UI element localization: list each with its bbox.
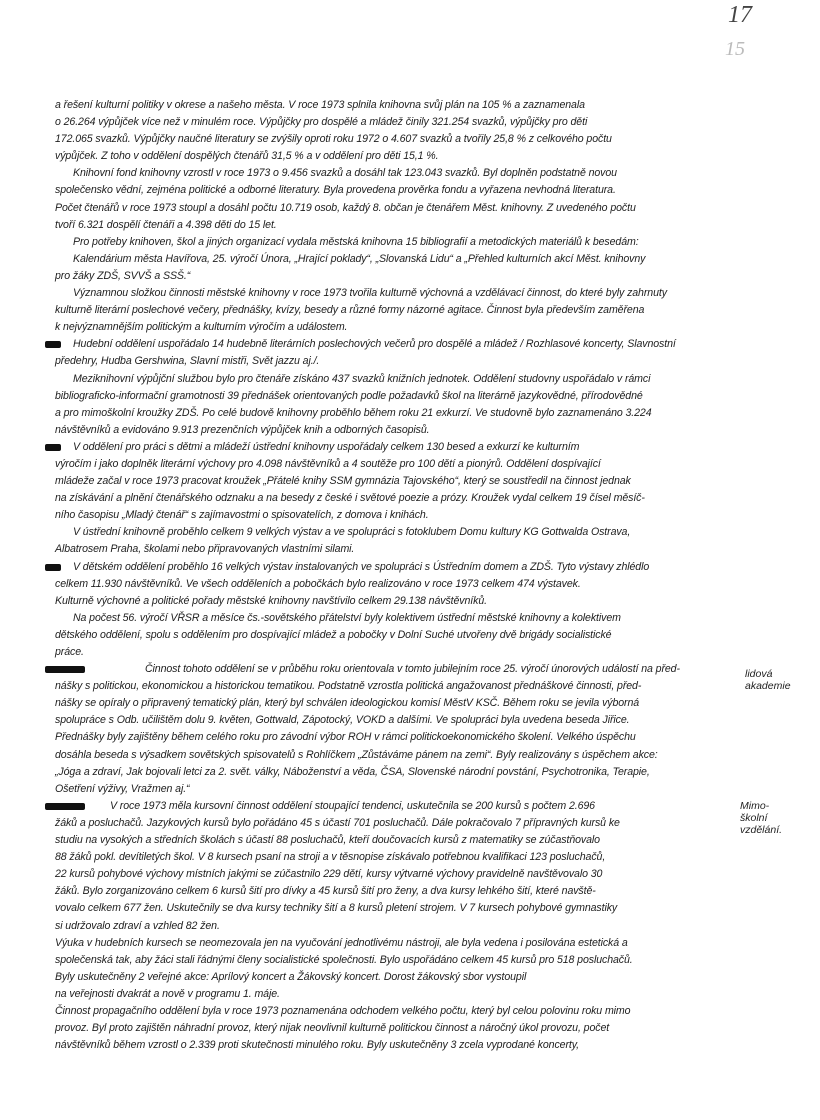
text-line: společenská tak, aby žáci stali řádnými členy socialistické společnosti. Bylo uspořádáno celkem 45 kursů pro 518 posluchačů. <box>55 953 633 966</box>
margin-note-lidova-akademie: lidová akademie <box>745 668 791 692</box>
text-line <box>55 661 745 678</box>
text-line: dosáhla beseda s výsadkem sovětských spisovatelů s Rohlíčkem „Zůstáváme pánem na zemi“. Byly realizovány s úspěchem akce: <box>55 748 658 761</box>
text-line-content: V roce 1973 měla kursovní činnost oddělení stoupající tendenci, uskutečnila se 200 kursů s počtem 2.696 <box>110 799 595 812</box>
text-line: výpůjček. Z toho v oddělení dospělých čtenářů 31,5 % a v oddělení pro děti 15,1 %. <box>55 150 439 163</box>
page-number: 17 <box>728 2 752 28</box>
text-line <box>55 336 745 353</box>
text-line-content: V dětském oddělení proběhlo 16 velkých výstav instalovaných ve spolupráci s Ústředním domem a ZDŠ. Tyto výstavy zhlédlo <box>73 560 650 573</box>
redaction-mark <box>45 564 61 571</box>
text-line: studiu na vysokých a středních školách s účastí 88 posluchačů, kteří doučovacích kursů z matematiky se zúčastňovalo <box>55 834 600 847</box>
text-line-content: V oddělení pro práci s dětmi a mládeží ústřední knihovny uspořádaly celkem 130 besed a exkurzí ke kulturním <box>73 440 580 453</box>
redaction-mark <box>45 341 61 348</box>
text-line: Meziknihovní výpůjční službou bylo pro čtenáře získáno 437 svazků knižních jednotek. Oddělení studovny uspořádalo v rámci <box>73 372 651 385</box>
text-line: Byly uskutečněny 2 veřejné akce: Aprílový koncert a Žákovský koncert. Dorost žákovský sbor vystoupil <box>55 970 527 983</box>
text-line: o 26.264 výpůjček více než v minulém roce. Výpůjčky pro dospělé a mládež činily 321.254 svazků, výpůjčky pro děti <box>55 116 588 129</box>
text-line: předehry, Hudba Gershwina, Slavní mistři, Svět jazzu aj./. <box>55 355 320 368</box>
text-line: Na počest 56. výročí VŘSR a měsíce čs.-sovětského přátelství byly kolektivem ústřední městské knihovny a kolektivem <box>73 611 621 624</box>
text-line: mládeže začal v roce 1973 pracovat kroužek „Přátelé knihy SSM gymnázia Tajovského“, který se soustředil na činnost jednak <box>55 475 631 488</box>
text-line: a pro mimoškolní kroužky ZDŠ. Po celé budově knihovny proběhlo během roku 21 exkurzí. Ve studovně bylo zaznamenáno 3.224 <box>55 406 652 419</box>
text-line: „Jóga a zdraví, Jak bojovali letci za 2. svět. války, Náboženství a věda, ČSA, Slovenské národní povstání, Psychotronika, Terapie, <box>55 765 650 778</box>
text-line: Albatrosem Praha, školami nebo připravovaných vlastními silami. <box>55 543 355 556</box>
text-line: návštěvníků během vzrostl o 2.339 proti skutečnosti minulého roku. Byly uskutečněny 3 zcela vyprodané koncerty, <box>55 1039 579 1052</box>
text-line: celkem 11.930 návštěvníků. Ve všech odděleních a pobočkách bylo realizováno v roce 1973 celkem 474 výstavek. <box>55 577 581 590</box>
text-line: 88 žáků pokl. devítiletých škol. V 8 kursech psaní na stroji a v těsnopise získávalo potřebnou kvalifikaci 123 posluchačů, <box>55 851 606 864</box>
text-line: Knihovní fond knihovny vzrostl v roce 1973 o 9.456 svazků a dosáhl tak 123.043 svazků. Byl doplněn podstatně novou <box>73 167 617 180</box>
text-line: na získávání a plnění čtenářského odznaku a na besedy z české i světové poezie a prózy. Kroužek vydal celkem 19 čísel měsíč- <box>55 492 645 505</box>
text-line: tvoří 6.321 dospělí čtenáři a 4.398 děti do 15 let. <box>55 218 277 231</box>
text-line: Činnost propagačního oddělení byla v roce 1973 poznamenána odchodem velkého počtu, který byl celou polovinu roku mimo <box>55 1004 631 1017</box>
text-line: Výuka v hudebních kursech se neomezovala jen na vyučování jednotlivému nástroji, ale byla vedena i posilována estetická a <box>55 936 628 949</box>
text-line: Kalendárium města Havířova, 25. výročí Února, „Hrající poklady“, „Slovanská Lidu“ a „Přehled kulturních akcí Měst. knihovny <box>73 252 646 265</box>
text-line: Pro potřeby knihoven, škol a jiných organizací vydala městská knihovna 15 bibliografií a metodických materiálů k besedám: <box>73 235 639 248</box>
text-line: žáků. Bylo zorganizováno celkem 6 kursů šití pro dívky a 45 kursů šití pro ženy, a dva kursy lehkého šití, které navště- <box>55 885 596 898</box>
redaction-mark <box>45 666 85 673</box>
text-line: nášky s politickou, ekonomickou a historickou tematikou. Podstatně vzrostla politická angažovanost přednáškové činnosti, před- <box>55 680 642 693</box>
text-line: vovalo celkem 677 žen. Uskutečnily se dva kursy techniky šití a 8 kursů pletení strojem. V 7 kursech pohybové gymnastiky <box>55 902 618 915</box>
text-line: dětského oddělení, spolu s oddělením pro dospívající mládež a pobočky v Dolní Suché utvořeny dvě brigády socialistické <box>55 628 612 641</box>
text-line: V ústřední knihovně proběhlo celkem 9 velkých výstav a ve spolupráci s fotoklubem Domu kultury KG Gottwalda Ostrava, <box>73 526 631 539</box>
text-line: Přednášky byly zajištěny během celého roku pro závodní výbor ROH v rámci politickoekonomického školení. Velkého úspěchu <box>55 731 636 744</box>
redaction-mark <box>45 803 85 810</box>
text-line: bibliograficko-informační gramotnosti 39 přednášek orientovaných podle požadavků škol na literárně jazykovědné, přírodovědné <box>55 389 643 402</box>
text-line: spolupráce s Odb. učilištěm dolu 9. květen, Gottwald, Zápotocký, VOKD a dalšími. Ve spolupráci byla uvedena beseda Jiřice. <box>55 714 630 727</box>
text-line: společensko vědní, zejména politické a odborné literatury. Byla provedena prověrka fondu a vyřazena nevhodná literatura. <box>55 184 616 197</box>
redaction-mark <box>45 444 61 451</box>
text-line: provoz. Byl proto zajištěn náhradní provoz, který nijak neovlivnil kulturně politickou činnost a náročný úkol provozu, počet <box>55 1022 610 1035</box>
handwritten-text <box>55 97 745 1054</box>
margin-note-mimoskolni: Mimo-školní vzdělání. <box>740 800 783 836</box>
text-line: Kulturně výchovné a politické pořady městské knihovny navštívilo celkem 29.138 návštěvníků. <box>55 594 487 607</box>
text-line <box>55 439 745 456</box>
text-line <box>55 559 745 576</box>
text-line-content: Činnost tohoto oddělení se v průběhu roku orientovala v tomto jubilejním roce 25. výročí únorových událostí na před- <box>145 663 680 676</box>
text-line: na veřejnosti dvakrát a nově v programu 1. máje. <box>55 987 280 1000</box>
text-line: návštěvníků a evidováno 9.913 prezenčních výpůjček knih a odborných časopisů. <box>55 423 430 436</box>
text-line: k nejvýznamnějším politickým a kulturním výročím a událostem. <box>55 321 348 334</box>
text-line: a řešení kulturní politiky v okrese a našeho města. V roce 1973 splnila knihovna svůj plán na 105 % a zaznamenala <box>55 99 585 111</box>
text-line: pro žáky ZDŠ, SVVŠ a SSŠ.“ <box>55 269 191 282</box>
text-line <box>55 798 745 815</box>
text-line: Významnou složkou činnosti městské knihovny v roce 1973 tvořila kulturně výchovná a vzdělávací činnost, do které byly zahrnuty <box>73 287 667 300</box>
text-line: Počet čtenářů v roce 1973 stoupl a dosáhl počtu 10.719 osob, každý 8. občan je čtenářem Měst. knihovny. Z uvedeného počtu <box>55 201 636 214</box>
text-line: Ošetření výživy, Vražmen aj.“ <box>55 782 190 795</box>
text-line: nášky se opíraly o připravený tematický plán, který byl schválen ideologickou komisí MěstV KSČ. Během roku se jevila výborná <box>55 697 640 710</box>
text-line: žáků a posluchačů. Jazykových kursů bylo pořádáno 45 s účastí 701 posluchačů. Dále pokračovalo 7 přípravných kursů ke <box>55 816 620 829</box>
text-line: výročím i jako doplněk literární výchovy pro 4.098 návštěvníků a 4 soutěže pro 100 dětí a pionýrů. Oddělení dospívající <box>55 457 601 470</box>
text-line-content: Hudební oddělení uspořádalo 14 hudebně literárních poslechových večerů pro dospělé a mládež / Rozhlasové koncerty, Slavnostní <box>73 338 676 351</box>
old-page-number: 15 <box>725 38 745 60</box>
text-line: ního časopisu „Mladý čtenář“ s zajímavostmi o spisovatelích, z domova i knihách. <box>55 509 429 522</box>
text-line: si udržovalo zdraví a vzhled 82 žen. <box>55 919 220 932</box>
text-line: kulturně literární poslechové večery, přednášky, kvízy, besedy a různé formy názorné agitace. Činnost byla především zaměřena <box>55 304 645 317</box>
text-line: 22 kursů pohybové výchovy místních jakými se zúčastnilo 229 dětí, kursy výtvarné výchovy pravidelně navštěvovalo 30 <box>55 868 603 881</box>
text-line: 172.065 svazků. Výpůjčky naučné literatury se zvýšily oproti roku 1972 o 4.607 svazků a tvořily 25,8 % z celkového počtu <box>55 133 612 146</box>
text-line: práce. <box>55 646 84 658</box>
